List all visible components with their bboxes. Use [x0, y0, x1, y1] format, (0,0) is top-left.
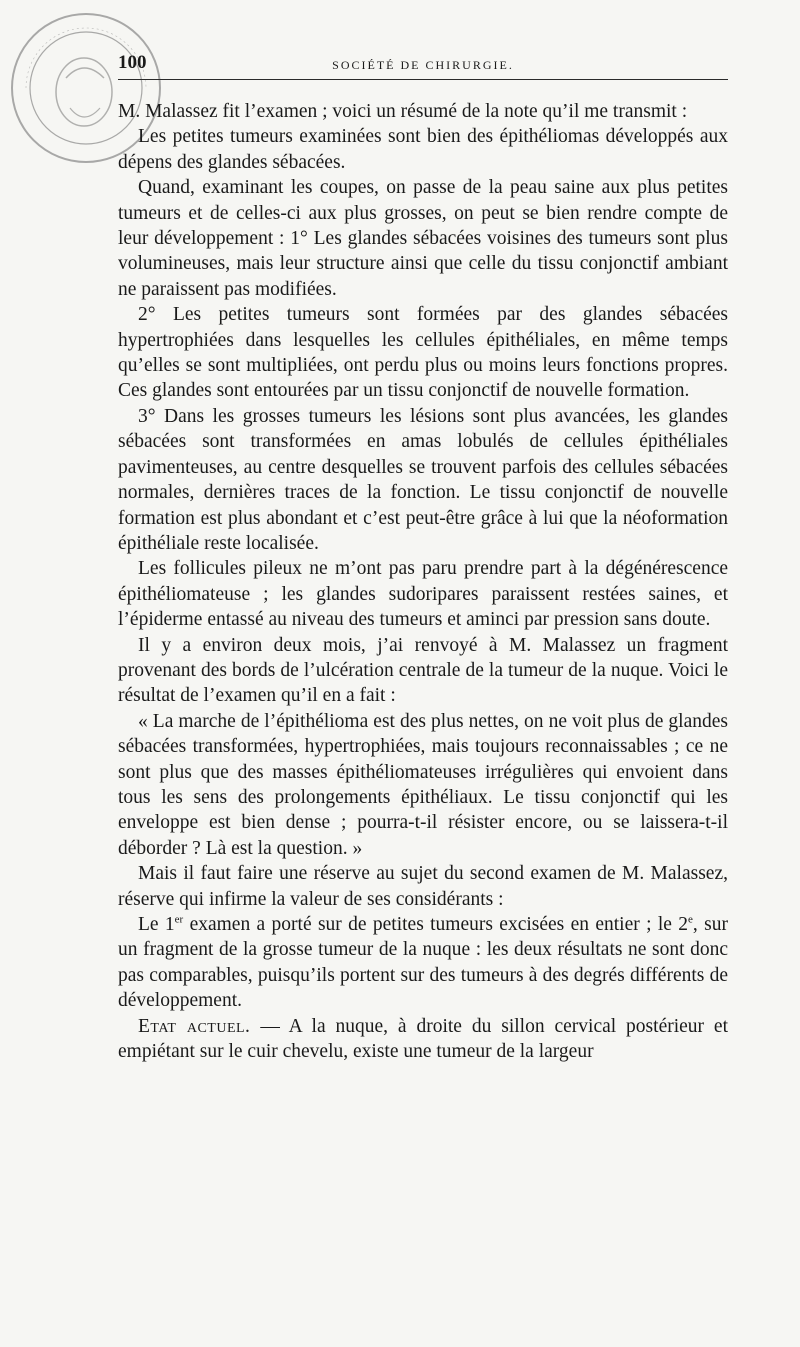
quotation-paragraph: « La marche de l’épithélioma est des plus nettes, on ne voit plus de glandes sébacées transformées, hypertrophiées, mais toujours reconnaissables ; ce ne sont plus que des masses épithéliomateuses irrégulières qui envoient dans tous les sens des prolongements épithéliaux. Le tissu conjonctif qui les enveloppe est bien dense ; pourra-t-il résister encore, ou se laissera-t-il déborder ? Là est la question. »	[118, 710, 728, 859]
paragraph: Les follicules pileux ne m’ont pas paru prendre part à la dégénérescence épithéliomateuse ; les glandes sudoripares paraissent restées saines, et l’épiderme entassé au niveau des tumeurs et aminci par pression sans doute.	[118, 558, 728, 631]
paragraph-examens: Le 1er examen a porté sur de petites tumeurs excisées en entier ; le 2e, sur un fragment de la grosse tumeur de la nuque : les deux résultats ne sont donc pas comparables, puisqu’ils portent sur des tumeurs à des degrés différents de développement.	[118, 913, 728, 1012]
running-head: SOCIÉTÉ DE CHIRURGIE.	[332, 58, 514, 72]
paragraph: 3° Dans les grosses tumeurs les lésions sont plus avancées, les glandes sébacées sont transformées en amas lobulés de cellules épithéliales pavimenteuses, au centre desquelles se trouvent parfois des cellules sébacées normales, dernières traces de la fonction. Le tissu conjonctif de nouvelle formation est plus abondant et c’est peut-être grâce à lui que la néoformation épithéliale reste localisée.	[118, 405, 728, 554]
paragraph: Mais il faut faire une réserve au sujet du second examen de M. Malassez, réserve qui infirme la valeur de ses considérants :	[118, 863, 728, 910]
paragraph: M. Malassez fit l’examen ; voici un résumé de la note qu’il me transmit :	[118, 101, 688, 122]
page-header	[118, 50, 728, 78]
paragraph: Les petites tumeurs examinées sont bien des épithéliomas développés aux dépens des glandes sébacées.	[118, 126, 728, 173]
paragraph: 2° Les petites tumeurs sont formées par des glandes sébacées hypertrophiées dans lesquelles les cellules épithéliales, en même temps qu’elles se sont multipliées, ont perdu plus ou moins leurs fonctions propres. Ces glandes sont entourées par un tissu conjonctif de nouvelle formation.	[118, 304, 728, 402]
paragraph-etat-actuel: Etat actuel. — A la nuque, à droite du sillon cervical postérieur et empiétant sur le cuir chevelu, existe une tumeur de la largeur	[118, 1015, 728, 1063]
body-text	[118, 99, 728, 1064]
paragraph: Quand, examinant les coupes, on passe de la peau saine aux plus petites tumeurs et de celles-ci aux plus grosses, on peut se bien rendre compte de leur développement : 1° Les glandes sébacées voisines des tumeurs sont plus volumineuses, mais leur structure ainsi que celle du tissu conjonctif ambiant ne paraissent pas modifiées.	[118, 177, 728, 300]
page-number: 100	[118, 52, 147, 73]
section-label: Etat actuel.	[138, 1015, 251, 1037]
header-rule	[118, 79, 728, 80]
paragraph: Il y a environ deux mois, j’ai renvoyé à M. Malassez un fragment provenant des bords de l’ulcération centrale de la tumeur de la nuque. Voici le résultat de l’examen qu’il en a fait :	[118, 634, 728, 707]
